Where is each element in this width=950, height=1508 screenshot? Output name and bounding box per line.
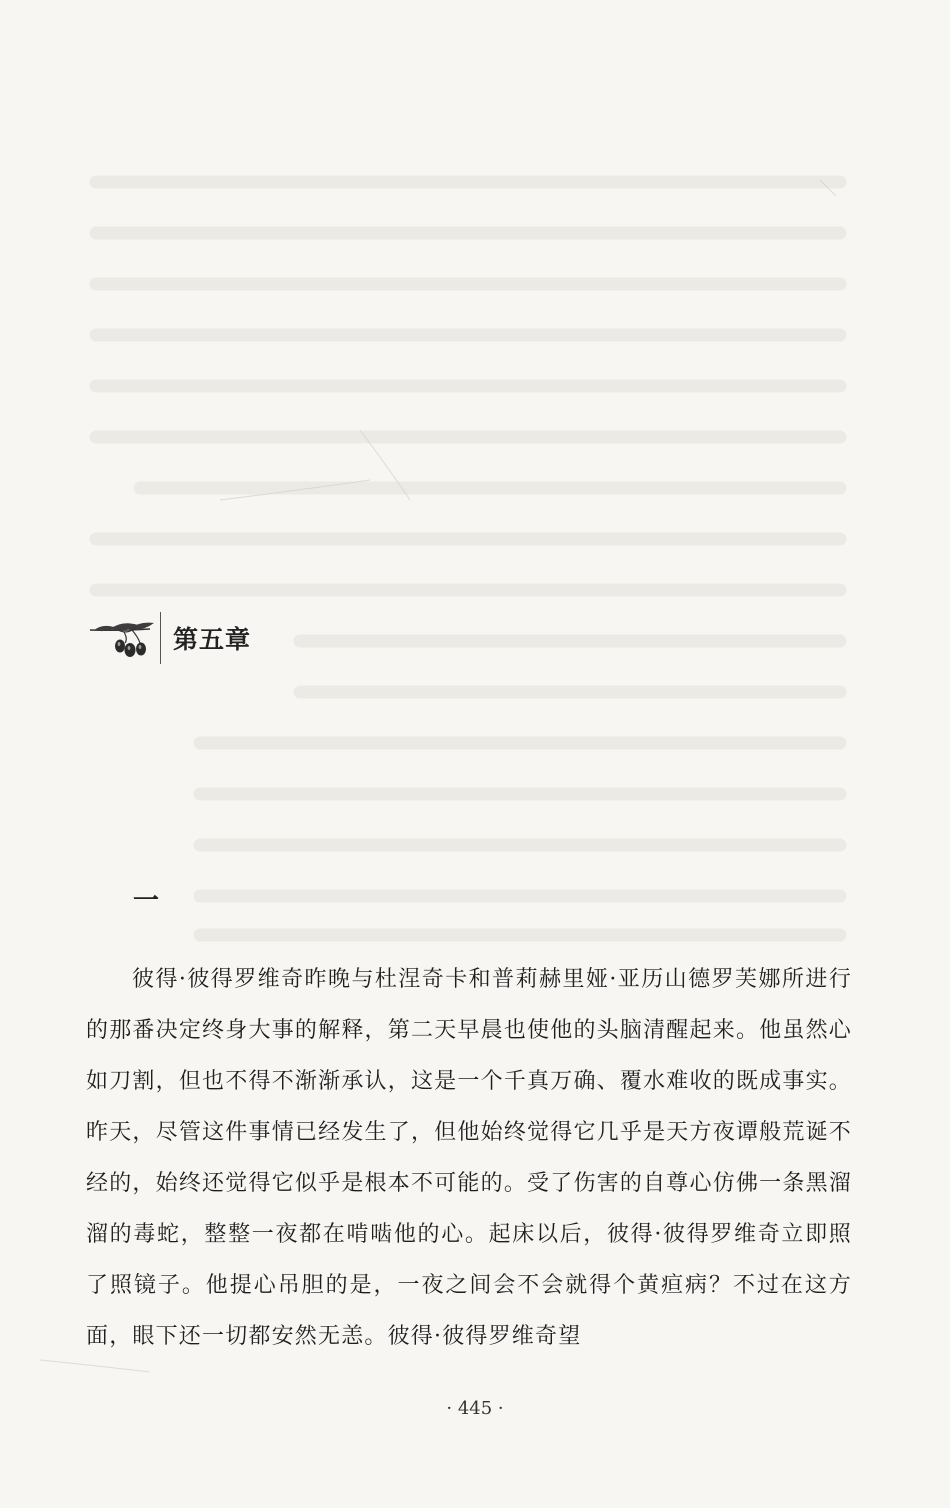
chapter-header bbox=[88, 608, 251, 668]
chapter-divider bbox=[160, 612, 161, 664]
page-number: · 445 · bbox=[446, 1398, 504, 1419]
chapter-title: 第五章 bbox=[173, 625, 252, 654]
olive-branch-icon bbox=[88, 609, 158, 667]
body-paragraph: 彼得·彼得罗维奇昨晚与杜涅奇卡和普莉赫里娅·亚历山德罗芙娜所进行的那番决定终身大事的解释，第二天早晨也使他的头脑清醒起来。他虽然心如刀割，但也不得不渐渐承认，这是一个千真万确、覆水难收的既成事实。昨天，尽管这件事情已经发生了，但他始终觉得它几乎是天方夜谭般荒诞不经的，始终还觉得它似乎是根本不可能的。受了伤害的自尊心仿佛一条黑溜溜的毒蛇，整整一夜都在啃啮他的心。起床以后，彼得·彼得罗维奇立即照了照镜子。他提心吊胆的是，一夜之间会不会就得个黄疸病？不过在这方面，眼下还一切都安然无恙。彼得·彼得罗维奇望 bbox=[86, 967, 852, 1349]
section-number: 一 bbox=[133, 886, 160, 916]
